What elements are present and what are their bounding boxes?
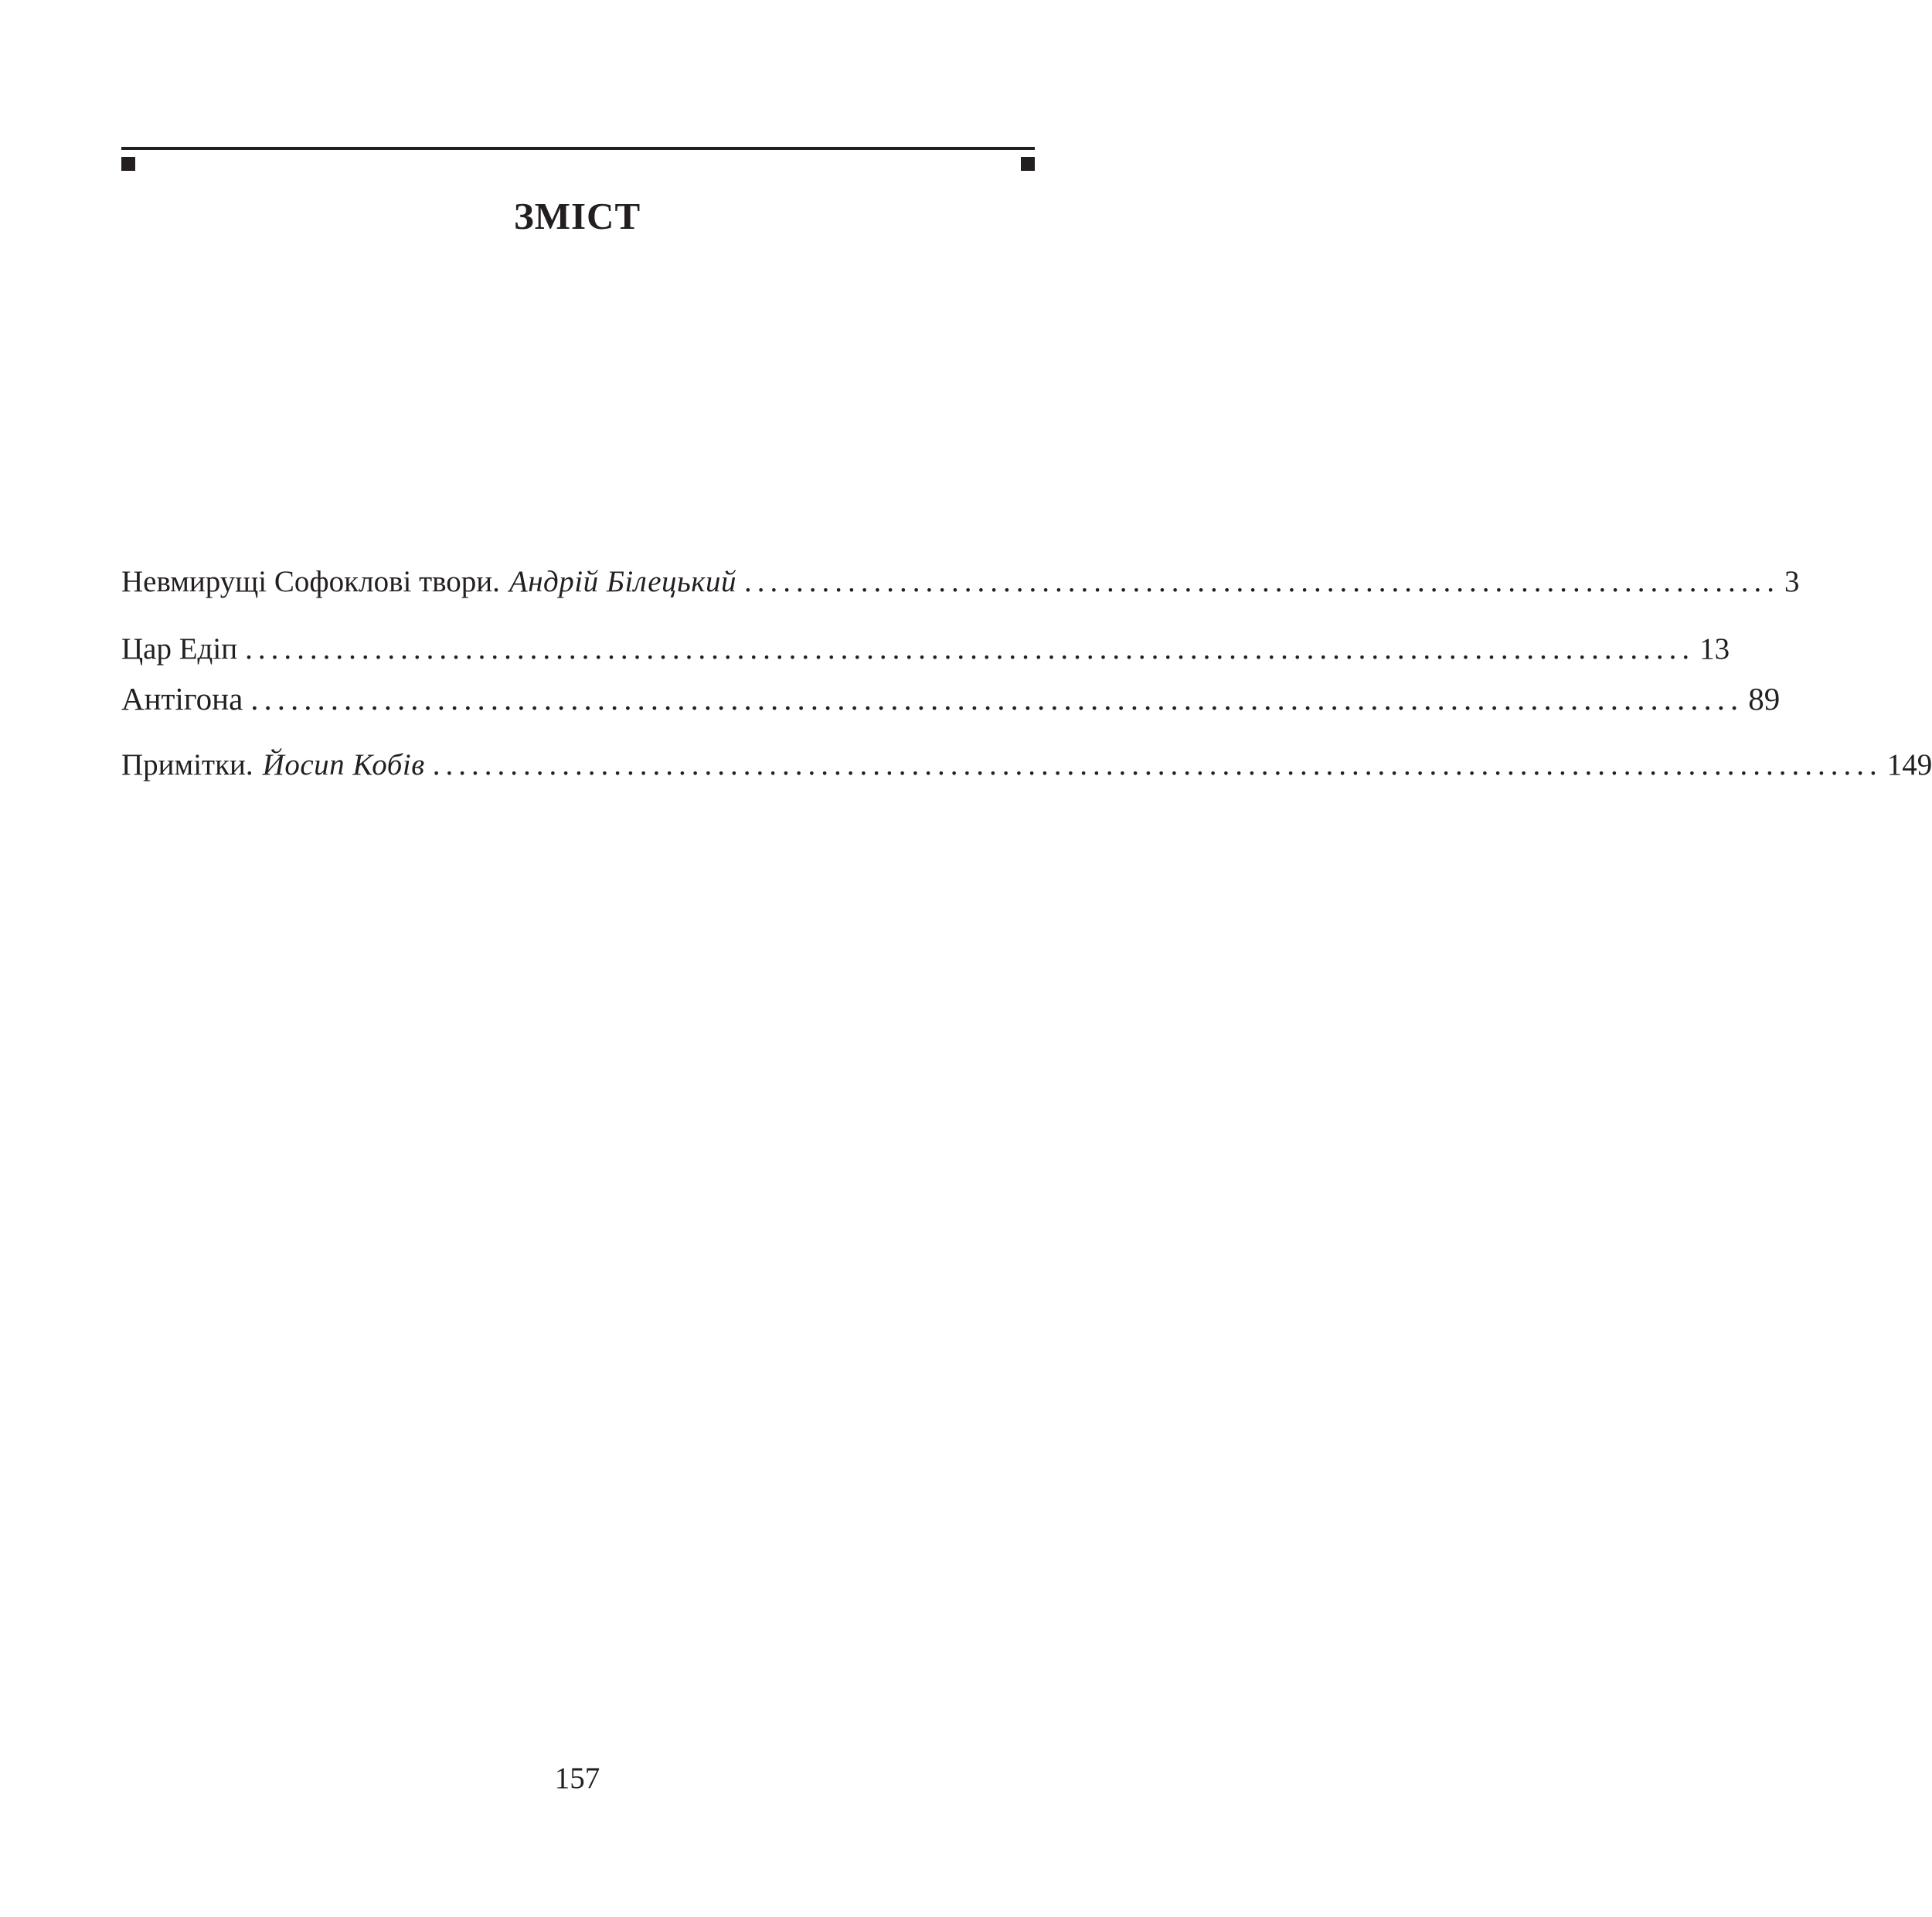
toc-entry-page: 89 <box>1748 681 1781 717</box>
toc-entry-title: Цар Едіп <box>121 632 238 666</box>
toc-entry[interactable] <box>121 748 1932 781</box>
toc-entry-page: 13 <box>1699 632 1730 666</box>
page-title: ЗМІСТ <box>513 194 641 237</box>
dot-leader: ................................................................................................................ <box>250 681 1744 717</box>
toc-entry-author: Йосип Кобів <box>262 748 425 781</box>
toc-entry[interactable] <box>121 565 1800 598</box>
toc-entry-page: 3 <box>1784 565 1800 598</box>
toc-entry-title: Антігона <box>121 681 243 717</box>
toc-entry[interactable] <box>121 681 1781 717</box>
toc-entry-title: Невмирущі Софоклові твори. <box>121 565 500 598</box>
toc-entry[interactable] <box>121 632 1730 666</box>
dot-leader: ................................................................................................................ <box>245 632 1696 666</box>
toc-entry-page: 149 <box>1886 748 1932 781</box>
toc-entry-title: Примітки. <box>121 748 253 781</box>
corner-square-right <box>1021 157 1035 171</box>
header-rule <box>121 147 1035 150</box>
toc-entry-author: Андрій Білецький <box>509 565 736 598</box>
dot-leader: ................................................................................ <box>744 565 1780 598</box>
dot-leader: ................................................................................................................ <box>432 748 1883 781</box>
corner-square-left <box>121 157 135 171</box>
page-number: 157 <box>554 1762 600 1795</box>
